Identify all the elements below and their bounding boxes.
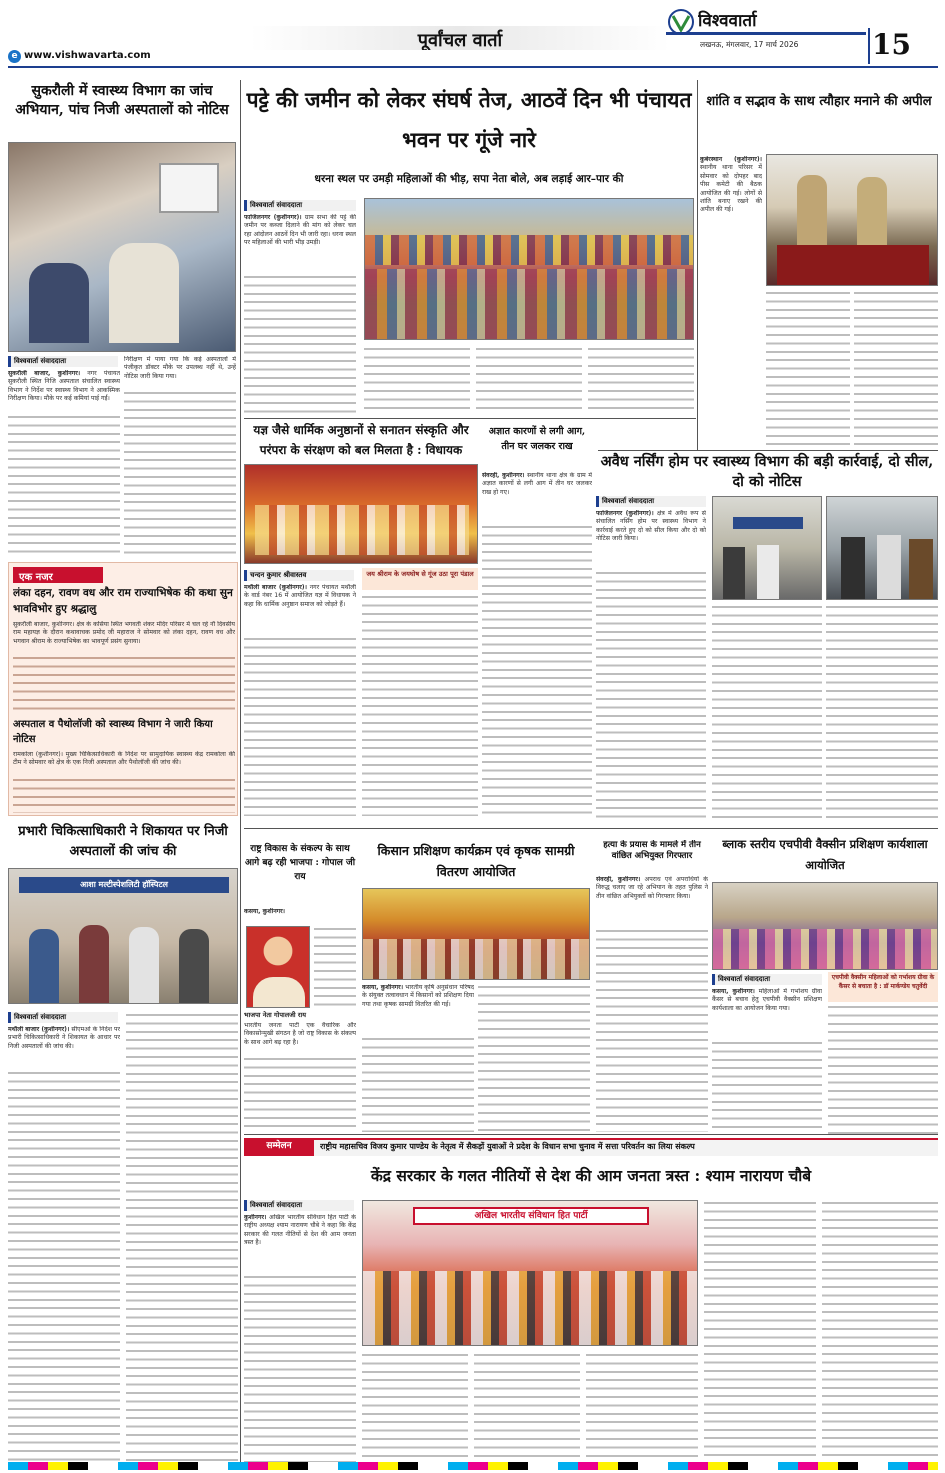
lead-story xyxy=(244,80,694,415)
article-body-col5 xyxy=(704,1200,816,1470)
brand-name: विश्ववार्ता xyxy=(698,11,757,30)
lead-body-col3 xyxy=(476,346,582,414)
article-shanti xyxy=(700,88,938,448)
body-2 xyxy=(13,751,235,813)
article-body-col3 xyxy=(474,1352,580,1470)
body-text: स्थानीय थाना परिसर में सोमवार को दोपहर बाद पीस कमेटी की बैठक आयोजित की गई। लोगों से शांति बनाए रखने की अपील की गई। xyxy=(700,164,762,214)
byline: विश्ववार्ता संवाददाता xyxy=(8,1012,118,1023)
column-rule xyxy=(697,80,698,450)
article-body xyxy=(596,510,706,820)
article-body xyxy=(244,214,356,414)
dateline: सुकरौली बाजार, कुशीनगर। xyxy=(8,370,81,377)
photo-caption: भाजपा नेता गोपालजी राय xyxy=(244,1011,306,1019)
body-text: नगर पंचायत मथौली के वार्ड नंबर 16 में आयोजित यज्ञ में विधायक ने कहा कि धार्मिक अनुष्ठान समाज को जोड़ते हैं। xyxy=(244,584,356,608)
kicker: राष्ट्रीय महासचिव विजय कुमार पाण्डेय के नेतृत्व में सैकड़ों युवाओं ने प्रदेश के विधान सभा चुनाव में सत्ता परिवर्तन का लिया संकल्प xyxy=(320,1142,695,1151)
web-icon: e xyxy=(8,50,21,63)
photo-caption: जय श्रीराम के जयघोष से गूंज उठा पूरा पंडाल xyxy=(362,568,478,590)
article-body-col2 xyxy=(362,594,478,816)
article-body-col3 xyxy=(854,290,938,448)
article-body-col6 xyxy=(822,1200,938,1470)
website-link[interactable]: www.vishwavarta.com xyxy=(24,50,151,61)
byline: विश्ववार्ता संवाददाता xyxy=(596,496,706,507)
body-text: नगर पंचायत सुकरौली स्थित निजि अस्पताल संचालित स्वास्थ्य विभाग ने निर्देश पर स्वास्थ्य विभाग ने आकस्मिक निरीक्षण किया। मौके पर कई कमियां पाई गईं। xyxy=(8,370,120,403)
dateline: फाजिलनगर (कुशीनगर)। xyxy=(244,214,302,221)
article-rashtra xyxy=(244,842,356,1132)
stage-banner: अखिल भारतीय संविधान हित पार्टी xyxy=(413,1207,649,1225)
article-sammelan xyxy=(244,1138,938,1470)
headline: पट्टे की जमीन को लेकर संघर्ष तेज, आठवें दिन भी पंचायत भवन पर गूंजे नारे xyxy=(246,87,692,152)
article-kisan xyxy=(362,840,590,1132)
article-body-col2 xyxy=(126,1012,238,1466)
headline-2: अस्पताल व पैथोलॉजी को स्वास्थ्य विभाग ने जारी किया नोटिस xyxy=(13,719,213,745)
dateline: कुशीनगर। xyxy=(244,1214,267,1221)
header-rule xyxy=(8,66,938,68)
headline: अज्ञात कारणों से लगी आग, तीन घर जलकर राख xyxy=(488,426,586,452)
headline: यज्ञ जैसे धार्मिक अनुष्ठानों से सनातन संस्कृति और परंपरा के संरक्षण को बल मिलता है : विधायक xyxy=(253,423,469,457)
article-body xyxy=(700,156,762,376)
dateline-block xyxy=(244,908,356,924)
byline: विश्ववार्ता संवाददाता xyxy=(244,200,356,211)
article-body-col4 xyxy=(586,1352,698,1470)
photo-hospital-visit xyxy=(8,868,238,1004)
headline: अवैध नर्सिंग होम पर स्वास्थ्य विभाग की बड़ी कार्रवाई, दो सील, दो को नोटिस xyxy=(600,453,934,490)
lead-body-col4 xyxy=(588,346,694,414)
body-text: महिलाओं में गर्भाशय ग्रीवा कैंसर से बचाव हेतु एचपीवी वैक्सीन प्रशिक्षण कार्यशाला का आयोजन किया गया। xyxy=(712,988,822,1012)
dateline: कसया, कुशीनगर। xyxy=(362,984,404,991)
byline: विश्ववार्ता संवाददाता xyxy=(244,1200,354,1211)
body-text: क्षेत्र में अवैध रूप से संचालित नर्सिंग होम पर स्वास्थ्य विभाग ने कार्रवाई करते हुए दो को सील किया और दो को नोटिस जारी किया। xyxy=(596,510,706,543)
row-rule xyxy=(244,828,938,829)
article-body xyxy=(244,1022,356,1132)
dateline: लखनऊ, मंगलवार, 17 मार्च 2026 xyxy=(700,40,799,49)
article-nursing-home xyxy=(596,452,938,822)
byline: विश्ववार्ता संवाददाता xyxy=(8,356,118,367)
photo-gopal-rai xyxy=(246,926,310,1008)
article-body-col2 xyxy=(362,1352,468,1470)
headline: हत्या के प्रयास के मामले में तीन वांछित अभियुक्त गिरफ्तार xyxy=(603,840,701,861)
body-text: सुकरौली बाजार, कुशीनगर। क्षेत्र के कसिया स्थित भगवती शंकर मंदिर परिसर में चल रहे नौ दिवसीय राम महायज्ञ के दौरान कथावाचक प्रमोद जी महाराज ने सोमवार को लंका दहन, रावण वध और भगवान श्रीराम के राज्याभिषेक का भावपूर्ण प्रसंग सुनाया। xyxy=(13,621,235,645)
body-text: ग्राम सभा की पट्टे की जमीन पर कब्जा दिलाने की मांग को लेकर चल रहा आंदोलन आठवें दिन भी जारी रहा। धरना स्थल पर महिलाओं की भारी भीड़ उमड़ी। xyxy=(244,214,356,247)
page-number: 15 xyxy=(872,28,911,61)
headline: प्रभारी चिकित्साधिकारी ने शिकायत पर निजी अस्पतालों की जांच की xyxy=(18,824,228,859)
article-body-cont xyxy=(766,290,850,448)
photo-health-inspection xyxy=(8,142,236,352)
body-text: भारतीय जनता पार्टी एक वैचारिक और विकासोन्मुखी संगठन है जो राष्ट्र विकास के संकल्प के साथ आगे बढ़ रहा है। xyxy=(244,1022,356,1046)
body-text: स्थानीय थाना क्षेत्र के ग्राम में अज्ञात कारणों से लगी आग में तीन घर जलकर राख हो गए। xyxy=(482,472,592,496)
article-body xyxy=(244,1214,356,1470)
headline: किसान प्रशिक्षण कार्यक्रम एवं कृषक सामग्री वितरण आयोजित xyxy=(377,843,575,879)
row-rule xyxy=(244,1134,938,1135)
dateline: कुबेरस्थान (कुशीनगर)। xyxy=(700,156,762,163)
article-yagya xyxy=(244,420,478,818)
article-body-col2 xyxy=(124,356,236,558)
headline: राष्ट्र विकास के संकल्प के साथ आगे बढ़ रही भाजपा : गोपाल जी राय xyxy=(244,844,356,882)
article-body xyxy=(362,984,474,1132)
photo-peace-meeting xyxy=(766,154,938,286)
masthead xyxy=(0,0,945,70)
brand-underline xyxy=(666,32,866,35)
headline: ब्लाक स्तरीय एचपीवी वैक्सीन प्रशिक्षण कार्यशाला आयोजित xyxy=(722,837,928,872)
article-body xyxy=(244,584,356,816)
body-text: अखिल भारतीय संविधान हित पार्टी के राष्ट्रीय अध्यक्ष श्याम नारायण चौबे ने कहा कि केंद्र सरकार की गलत नीतियों से देश की आम जनता त्रस्त है। xyxy=(244,1214,356,1247)
byline: विश्ववार्ता संवाददाता xyxy=(712,974,822,985)
article-hpv xyxy=(712,834,938,1134)
row-rule xyxy=(598,450,938,451)
body-text-2: निरीक्षण में पाया गया कि कई अस्पतालों में पंजीकृत डॉक्टर मौके पर उपलब्ध नहीं थे, उन्हें नोटिस जारी किया गया। xyxy=(124,356,236,380)
article-body-col2 xyxy=(478,984,590,1132)
photo-sammelan-stage xyxy=(362,1200,698,1346)
headline: शांति व सद्भाव के साथ त्यौहार मनाने की अपील xyxy=(706,94,932,109)
headline: केंद्र सरकार के गलत नीतियों से देश की आम जनता त्रस्त : श्याम नारायण चौबे xyxy=(370,1166,812,1185)
section-title: पूर्वांचल वार्ता xyxy=(417,30,503,50)
ek-nazar-box xyxy=(8,562,238,816)
lead-body-col2 xyxy=(364,346,470,414)
dateline: मथौली बाजार (कुशीनगर)। xyxy=(244,584,307,591)
caption-beside xyxy=(314,926,356,1008)
article-body xyxy=(8,1026,120,1466)
body-text: सीएमओ के निर्देश पर प्रभारी चिकित्साधिकारी ने शिकायत के आधार पर निजी अस्पतालों की जांच की। xyxy=(8,1026,120,1050)
article-body-col2 xyxy=(712,604,822,820)
photo-hpv-workshop xyxy=(712,882,938,970)
article-body xyxy=(712,988,822,1134)
body-text: भारतीय कृषि अनुसंधान परिषद के संयुक्त तत्वावधान में किसानों को प्रशिक्षण दिया गया तथा कृषक सामग्री वितरित की गई। xyxy=(362,984,474,1008)
headline: लंका दहन, रावण वध और राम राज्याभिषेक की कथा सुन भावविभोर हुए श्रद्धालु xyxy=(13,587,233,615)
article-body xyxy=(8,370,120,558)
byline: चन्दन कुमार श्रीवास्तव xyxy=(244,570,354,581)
section-tag: एक नजर xyxy=(13,567,103,583)
dateline: कसया, कुशीनगर। xyxy=(712,988,755,995)
photo-caption: एचपीवी वैक्सीन महिलाओं को गर्भाशय ग्रीवा के कैंसर से बचाता है : डॉ मार्कण्डेय चतुर्वेदी xyxy=(828,972,938,1002)
photo-kisan-training xyxy=(362,888,590,980)
article-body xyxy=(482,472,592,818)
dateline: कसया, कुशीनगर। xyxy=(244,908,285,915)
row-rule xyxy=(244,418,696,419)
dateline: मथौली बाजार (कुशीनगर)। xyxy=(8,1026,70,1033)
article-body-col3 xyxy=(826,604,938,820)
article-prabhari xyxy=(8,822,238,1470)
registration-strip xyxy=(8,1462,938,1470)
photo-nursing-home-right xyxy=(826,496,938,600)
article-body-col2 xyxy=(828,1004,938,1134)
photo-yagya-stage xyxy=(244,464,478,564)
dateline: फाजिलनगर (कुशीनगर)। xyxy=(596,510,654,517)
page-number-divider xyxy=(868,28,870,64)
article-sukrauli xyxy=(8,82,236,560)
column-rule xyxy=(240,80,241,1470)
article-aag xyxy=(482,424,592,818)
body-text: अपराध एवं अपराधियों के विरुद्ध चलाए जा रहे अभियान के तहत पुलिस ने तीन वांछित अभियुक्तों को गिरफ्तार किया। xyxy=(596,876,708,900)
dateline: सेवरही, कुशीनगर। xyxy=(482,472,525,479)
article-hatya xyxy=(596,840,708,1132)
body-text-2: रामकोला (कुशीनगर)। मुख्य चिकित्साधिकारी के निर्देश पर सामुदायिक स्वास्थ्य केंद्र रामकोला की टीम ने सोमवार को क्षेत्र के एक निजी अस्पताल और पैथोलॉजी की जांच की। xyxy=(13,751,235,767)
body xyxy=(13,621,235,715)
subheadline: धरना स्थल पर उमड़ी महिलाओं की भीड़, सपा नेता बोले, अब लड़ाई आर–पार की xyxy=(314,173,624,185)
hospital-sign: आशा मल्टीस्पेशलिटी हॉस्पिटल xyxy=(19,877,229,893)
article-body xyxy=(596,876,708,1132)
photo-dharna-crowd xyxy=(364,198,694,340)
dateline: सेवरही, कुशीनगर। xyxy=(596,876,641,883)
headline: सुकरौली में स्वास्थ्य विभाग का जांच अभियान, पांच निजी अस्पतालों को नोटिस xyxy=(15,83,229,118)
section-tag: सम्मेलन xyxy=(244,1138,314,1156)
photo-nursing-home-left xyxy=(712,496,822,600)
